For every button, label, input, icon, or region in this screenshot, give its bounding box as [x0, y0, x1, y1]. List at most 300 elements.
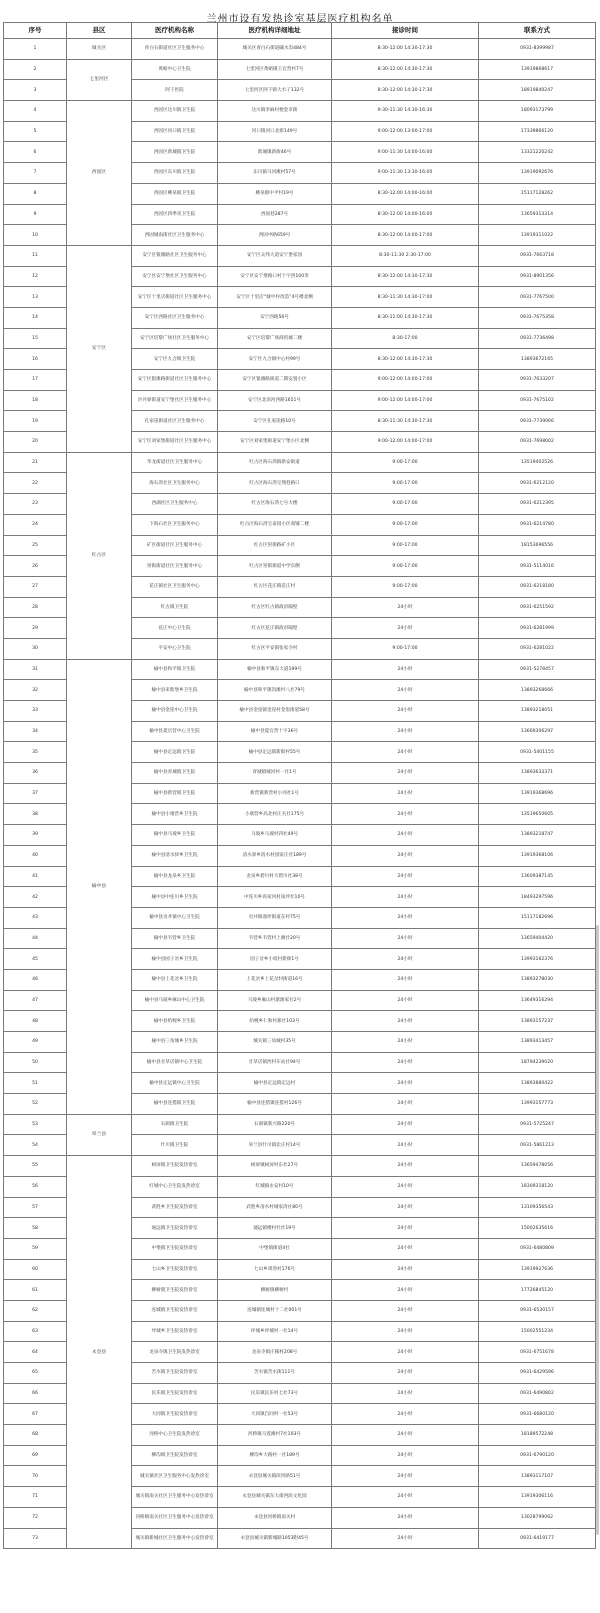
institution-address: 安宁区众邦大道安宁堡家园: [218, 245, 332, 266]
institution-address: 安宁区安宁堡路口村十字西100米: [218, 266, 332, 287]
row-index: 45: [4, 949, 67, 970]
institution-address: 西固巷287号: [218, 204, 332, 225]
contact-phone: 0931-6218180: [479, 576, 596, 597]
row-index: 47: [4, 990, 67, 1011]
institution-address: 榆中县和平镇东大道199号: [218, 659, 332, 680]
institution-address: 榆中县连搭镇连搭村126号: [218, 1094, 332, 1115]
contact-phone: 0931-7739066: [479, 411, 596, 432]
institution-address: 马坡乡马坡村四社49号: [218, 825, 332, 846]
table-row: [4, 1156, 596, 1177]
institution-name: 西湖社区卫生服务中心: [132, 494, 218, 515]
institution-address: 安宁区十里店“城中村改造”4号楼北侧: [218, 287, 332, 308]
institution-name: 青白石街道社区卫生服务中心: [132, 39, 218, 60]
row-index: 3: [4, 80, 67, 101]
institution-name: 榆中县马坡乡卫生院: [132, 825, 218, 846]
contact-phone: 13028799062: [479, 1507, 596, 1528]
institution-address: 西固中路659号: [218, 225, 332, 246]
row-index: 71: [4, 1487, 67, 1508]
reception-hours: 24小时: [332, 1466, 479, 1487]
row-index: 21: [4, 452, 67, 473]
institution-name: 榆中县新营镇卫生院: [132, 783, 218, 804]
institution-name: 榆中县马坡乡麻山中心卫生院: [132, 990, 218, 1011]
contact-phone: 15002551234: [479, 1321, 596, 1342]
reception-hours: 8:30-12:00 14:30-17:30: [332, 266, 479, 287]
institution-name: 榆中县龙泉乡卫生院: [132, 866, 218, 887]
institution-name: 西固区河口镇卫生院: [132, 121, 218, 142]
institution-address: 龙泉寺镇庄稼村208号: [218, 1342, 332, 1363]
reception-hours: 24小时: [332, 1507, 479, 1528]
district-cell: 安宁区: [67, 245, 132, 452]
scrollbar[interactable]: [596, 925, 599, 1535]
institution-name: 河桥镇南关社区卫生服务中心发热诊室: [132, 1507, 218, 1528]
institution-address: 新城镇新街46号: [218, 142, 332, 163]
table-row: [4, 1114, 596, 1135]
contact-phone: 15002635616: [479, 1218, 596, 1239]
row-index: 17: [4, 370, 67, 391]
institution-table: [3, 22, 596, 1549]
reception-hours: 24小时: [332, 1114, 479, 1135]
contact-phone: 17726845120: [479, 1280, 596, 1301]
header-contact: 联系方式: [479, 23, 596, 39]
row-index: 54: [4, 1135, 67, 1156]
institution-address: 清水驿乡清水村园家庄社189号: [218, 845, 332, 866]
contact-phone: 0931-6212120: [479, 473, 596, 494]
contact-phone: 15117182696: [479, 907, 596, 928]
institution-address: 红古区平安镇张家寺村: [218, 638, 332, 659]
row-index: 18: [4, 390, 67, 411]
institution-address: 新营镇新营村小河社1号: [218, 783, 332, 804]
reception-hours: 24小时: [332, 1032, 479, 1053]
institution-name: 榆中县和平镇卫生院: [132, 659, 218, 680]
contact-phone: 0931-7663718: [479, 245, 596, 266]
row-index: 16: [4, 349, 67, 370]
row-index: 53: [4, 1114, 67, 1135]
row-index: 44: [4, 928, 67, 949]
institution-name: 黄峪中心卫生院: [132, 59, 218, 80]
row-index: 13: [4, 287, 67, 308]
reception-hours: 8:30-11:30 14:30-17:00: [332, 287, 479, 308]
institution-address: 甘草店镇西村车站社94号: [218, 1052, 332, 1073]
institution-address: 连城镇连城村十二社001号: [218, 1300, 332, 1321]
district-cell: 红古区: [67, 452, 132, 659]
institution-name: 榆中县定远镇卫生院: [132, 742, 218, 763]
reception-hours: 9:00-11:30 14:00-16:00: [332, 142, 479, 163]
contact-phone: 13321220242: [479, 142, 596, 163]
institution-name: 大同镇卫生院发热诊室: [132, 1404, 218, 1425]
institution-address: 上花岔乡上花岔村街道16号: [218, 969, 332, 990]
institution-name: 红古镇卫生院: [132, 597, 218, 618]
contact-phone: 13919368106: [479, 845, 596, 866]
institution-address: 柳树镇柳树村: [218, 1280, 332, 1301]
row-index: 28: [4, 597, 67, 618]
row-index: 62: [4, 1300, 67, 1321]
institution-name: 榆中县青城镇卫生院: [132, 763, 218, 784]
institution-name: 榆中县甘草店镇中心卫生院: [132, 1052, 218, 1073]
table-row: [4, 452, 596, 473]
reception-hours: 9:00-17:00: [332, 494, 479, 515]
contact-phone: 0931-7698002: [479, 432, 596, 453]
institution-name: 河桥中心卫生院发热诊室: [132, 1425, 218, 1446]
contact-phone: 0931-8399987: [479, 39, 596, 60]
reception-hours: 8:30-12:00 14:00-16:00: [332, 204, 479, 225]
row-index: 73: [4, 1528, 67, 1549]
row-index: 46: [4, 969, 67, 990]
contact-phone: 18093173799: [479, 101, 596, 122]
institution-address: 红古区海石湾宝泰园小区商铺二楼: [218, 514, 332, 535]
institution-name: 榆中县小康营乡卫生院: [132, 804, 218, 825]
contact-phone: 13893278030: [479, 969, 596, 990]
row-index: 26: [4, 556, 67, 577]
reception-hours: 24小时: [332, 742, 479, 763]
institution-name: 连城镇卫生院发热诊室: [132, 1300, 218, 1321]
row-index: 1: [4, 39, 67, 60]
institution-address: 通远镇楼村社社19号: [218, 1218, 332, 1239]
row-index: 24: [4, 514, 67, 535]
institution-name: 安宁区银滩路社区卫生服务中心: [132, 245, 218, 266]
row-index: 32: [4, 680, 67, 701]
row-index: 10: [4, 225, 67, 246]
reception-hours: 24小时: [332, 680, 479, 701]
contact-phone: 13659404420: [479, 928, 596, 949]
contact-phone: 13893413457: [479, 1032, 596, 1053]
institution-name: 榆中县中连川乡卫生院: [132, 887, 218, 908]
institution-name: 龙泉寺镇卫生院发热诊室: [132, 1342, 218, 1363]
institution-address: 民乐镇民乐村七社73号: [218, 1383, 332, 1404]
institution-address: 中堡镇街道4社: [218, 1238, 332, 1259]
row-index: 61: [4, 1280, 67, 1301]
contact-phone: 0931-6751678: [479, 1342, 596, 1363]
institution-name: 榆中县贡井镇中心卫生院: [132, 907, 218, 928]
contact-phone: 18309318120: [479, 1176, 596, 1197]
contact-phone: 0931-7675102: [479, 390, 596, 411]
contact-phone: 18153696556: [479, 535, 596, 556]
contact-phone: 13519650605: [479, 804, 596, 825]
institution-address: 坪城乡坪城村一社14号: [218, 1321, 332, 1342]
row-index: 12: [4, 266, 67, 287]
row-index: 69: [4, 1445, 67, 1466]
reception-hours: 24小时: [332, 804, 479, 825]
row-index: 37: [4, 783, 67, 804]
contact-phone: 13893117107: [479, 1466, 596, 1487]
row-index: 31: [4, 659, 67, 680]
contact-phone: 0931-7767500: [479, 287, 596, 308]
institution-address: 榆中县夏官营十字36号: [218, 721, 332, 742]
table-body: [4, 39, 596, 1549]
institution-address: 河口镇河口北街149号: [218, 121, 332, 142]
reception-hours: 24小时: [332, 1300, 479, 1321]
row-index: 35: [4, 742, 67, 763]
institution-name: 城关镇南关社区卫生服务中心发热诊室: [132, 1487, 218, 1508]
institution-name: 安宁区安宁堡社区卫生服务中心: [132, 266, 218, 287]
row-index: 41: [4, 866, 67, 887]
institution-name: 树屏镇卫生院发热诊室: [132, 1156, 218, 1177]
institution-address: 榆中县和平镇沟滩村八社79号: [218, 680, 332, 701]
contact-phone: 13893268666: [479, 680, 596, 701]
reception-hours: 9:00-17:00: [332, 576, 479, 597]
contact-phone: 0931-6419177: [479, 1528, 596, 1549]
row-index: 48: [4, 1011, 67, 1032]
institution-name: 中堡镇卫生院发热诊室: [132, 1238, 218, 1259]
institution-address: 中连川乡高家河村南坪社10号: [218, 887, 332, 908]
institution-name: 民乐镇卫生院发热诊室: [132, 1383, 218, 1404]
institution-name: 城关镇新城社区卫生服务中心发热诊室: [132, 1528, 218, 1549]
institution-name: 安宁区银滩路街道社区卫生服务中心: [132, 370, 218, 391]
contact-phone: 0931-5725247: [479, 1114, 596, 1135]
institution-address: 河桥镇马莲滩村7社103号: [218, 1425, 332, 1446]
reception-hours: 24小时: [332, 1259, 479, 1280]
contact-phone: 0931-6480809: [479, 1238, 596, 1259]
reception-hours: 24小时: [332, 1321, 479, 1342]
reception-hours: 9:00-17:00: [332, 535, 479, 556]
row-index: 65: [4, 1363, 67, 1384]
contact-phone: 13919927636: [479, 1259, 596, 1280]
institution-name: 榆中县来紫堡乡卫生院: [132, 680, 218, 701]
contact-phone: 0931-6429596: [479, 1363, 596, 1384]
contact-phone: 18493297596: [479, 887, 596, 908]
institution-address: 东川镇马河滩村57号: [218, 163, 332, 184]
contact-phone: 13919092676: [479, 163, 596, 184]
institution-address: 武胜乡清水村城家湾社80号: [218, 1197, 332, 1218]
contact-phone: 0931-6530157: [479, 1300, 596, 1321]
table-row: [4, 659, 596, 680]
institution-address: 韦营乡韦营村上滩社20号: [218, 928, 332, 949]
reception-hours: 24小时: [332, 721, 479, 742]
row-index: 51: [4, 1073, 67, 1094]
institution-name: 平安中心卫生院: [132, 638, 218, 659]
reception-hours: 24小时: [332, 1238, 479, 1259]
institution-name: 西固城南街社区卫生服务中心: [132, 225, 218, 246]
contact-phone: 13893880422: [479, 1073, 596, 1094]
reception-hours: 24小时: [332, 1404, 479, 1425]
contact-phone: 13649316294: [479, 990, 596, 1011]
contact-phone: 13893672165: [479, 349, 596, 370]
institution-address: 大同镇自同村一社53号: [218, 1404, 332, 1425]
institution-address: 青城镇城河村一社1号: [218, 763, 332, 784]
institution-name: 榆中县上花岔乡卫生院: [132, 969, 218, 990]
header-district: 县区: [67, 23, 132, 39]
row-index: 29: [4, 618, 67, 639]
header-index: 序号: [4, 23, 67, 39]
reception-hours: 8:30-12:00 14:00-17:00: [332, 225, 479, 246]
reception-hours: 24小时: [332, 1528, 479, 1549]
contact-phone: 0931-7675358: [479, 307, 596, 328]
row-index: 67: [4, 1404, 67, 1425]
institution-address: 七里河区黄峪镇王官营村7号: [218, 59, 332, 80]
reception-hours: 24小时: [332, 1363, 479, 1384]
institution-address: 安宁区九合镇中心村99号: [218, 349, 332, 370]
contact-phone: 13919311022: [479, 225, 596, 246]
institution-address: 达川镇李麻村便金市街: [218, 101, 332, 122]
row-index: 34: [4, 721, 67, 742]
institution-name: 安宁区十里店街道社区卫生服务中心: [132, 287, 218, 308]
row-index: 22: [4, 473, 67, 494]
reception-hours: 24小时: [332, 1156, 479, 1177]
row-index: 59: [4, 1238, 67, 1259]
institution-name: 下海石社区卫生服务中心: [132, 514, 218, 535]
institution-name: 榆中县三角城乡卫生院: [132, 1032, 218, 1053]
row-index: 2: [4, 59, 67, 80]
institution-address: 红古区红古镇政府隔壁: [218, 597, 332, 618]
reception-hours: 24小时: [332, 1094, 479, 1115]
institution-name: 矿区街道社区卫生服务中心: [132, 535, 218, 556]
page-title: 兰州市设有发热诊室基层医疗机构名单: [206, 14, 394, 25]
reception-hours: 24小时: [332, 1425, 479, 1446]
reception-hours: 24小时: [332, 1176, 479, 1197]
institution-address: 红古区花庄镇花庄村: [218, 576, 332, 597]
institution-name: 什川镇卫生院: [132, 1135, 218, 1156]
institution-address: 苦水镇苦水街111号: [218, 1363, 332, 1384]
contact-phone: 13669306297: [479, 721, 596, 742]
institution-address: 榆中县定远镇定远村: [218, 1073, 332, 1094]
reception-hours: 8:30-12:00 14:00-16:00: [332, 183, 479, 204]
reception-hours: 24小时: [332, 1073, 479, 1094]
reception-hours: 9:00-12:00 14:00-17:00: [332, 370, 479, 391]
contact-phone: 13109356543: [479, 1197, 596, 1218]
institution-address: 永登县城关镇东大街西段文化园: [218, 1487, 332, 1508]
reception-hours: 8:30-11:30 14:30-17:30: [332, 411, 479, 432]
institution-address: 红古区海石湾镇新安街道: [218, 452, 332, 473]
row-index: 52: [4, 1094, 67, 1115]
reception-hours: 9:00-11:30 13:30-16:00: [332, 163, 479, 184]
contact-phone: 13993157773: [479, 1094, 596, 1115]
institution-address: 园子岔乡小坂村新街1号: [218, 949, 332, 970]
reception-hours: 24小时: [332, 701, 479, 722]
row-index: 8: [4, 183, 67, 204]
institution-address: 安宁区刘家堡街道安宁堡小区北侧: [218, 432, 332, 453]
institution-name: 西固区东川镇卫生院: [132, 163, 218, 184]
row-index: 23: [4, 494, 67, 515]
institution-name: 安宁区刘家堡街道社区卫生服务中心: [132, 432, 218, 453]
district-cell: 西固区: [67, 101, 132, 246]
header-hours: 接诊时间: [332, 23, 479, 39]
contact-phone: 0931-6212395: [479, 494, 596, 515]
reception-hours: 8:30-11:30 2:30-17:00: [332, 245, 479, 266]
contact-phone: 0931-6251592: [479, 597, 596, 618]
institution-name: 城关镇社区卫生服务中心发热诊室: [132, 1466, 218, 1487]
institution-name: 榆中县金崖中心卫生院: [132, 701, 218, 722]
institution-name: 窑街街道社区卫生服务中心: [132, 556, 218, 577]
institution-name: 西固区达川镇卫生院: [132, 101, 218, 122]
institution-address: 城关区青白石街道碱水沟484号: [218, 39, 332, 60]
district-cell: 皋兰县: [67, 1114, 132, 1155]
row-index: 56: [4, 1176, 67, 1197]
institution-name: 榆中县韦营乡卫生院: [132, 928, 218, 949]
contact-phone: 0931-7736498: [479, 328, 596, 349]
institution-name: 红城中心卫生院发热诊室: [132, 1176, 218, 1197]
reception-hours: 24小时: [332, 969, 479, 990]
institution-address: 龙泉乡碧川村大碧川社38号: [218, 866, 332, 887]
row-index: 42: [4, 887, 67, 908]
contact-phone: 13893157237: [479, 1011, 596, 1032]
institution-address: 城关镇三角城村35号: [218, 1032, 332, 1053]
reception-hours: 8:30-12:00 14:30-17:30: [332, 349, 479, 370]
institution-address: 马坡乡麻山村寨源家社2号: [218, 990, 332, 1011]
row-index: 68: [4, 1425, 67, 1446]
institution-name: 孔家崖街道社区卫生服务中心: [132, 411, 218, 432]
reception-hours: 24小时: [332, 1280, 479, 1301]
row-index: 20: [4, 432, 67, 453]
contact-phone: 0931-6790120: [479, 1445, 596, 1466]
institution-name: 石洞镇卫生院: [132, 1114, 218, 1135]
row-index: 72: [4, 1507, 67, 1528]
contact-phone: 13609387145: [479, 866, 596, 887]
institution-address: 石洞镇新兴路220号: [218, 1114, 332, 1135]
header-institution-name: 医疗机构名称: [132, 23, 218, 39]
institution-name: 安宁区西路社区卫生服务中心: [132, 307, 218, 328]
row-index: 30: [4, 638, 67, 659]
institution-address: 七里河区阿干镇大水子132号: [218, 80, 332, 101]
reception-hours: 9:00-12:00 13:00-17:00: [332, 121, 479, 142]
institution-name: 海石湾社区卫生服务中心: [132, 473, 218, 494]
row-index: 55: [4, 1156, 67, 1177]
row-index: 7: [4, 163, 67, 184]
contact-phone: 0931-6214780: [479, 514, 596, 535]
reception-hours: 24小时: [332, 949, 479, 970]
row-index: 58: [4, 1218, 67, 1239]
institution-address: 皋兰县什川镇北庄村14号: [218, 1135, 332, 1156]
institution-name: 柳树镇卫生院发热诊室: [132, 1280, 218, 1301]
institution-address: 红古区窑街街道中学东侧: [218, 556, 332, 577]
institution-address: 安宁区银滩路街道二期安置小区: [218, 370, 332, 391]
contact-phone: 13893218747: [479, 825, 596, 846]
institution-address: 安宁区孔家崖路10号: [218, 411, 332, 432]
contact-phone: 0931-5278457: [479, 659, 596, 680]
contact-phone: 0931-6680120: [479, 1404, 596, 1425]
row-index: 66: [4, 1383, 67, 1404]
reception-hours: 8:30-12:00 14:30-17:30: [332, 59, 479, 80]
institution-address: 柳沟乡大路村一社189号: [218, 1445, 332, 1466]
table-row: [4, 245, 596, 266]
institution-name: 榆中县哈岘乡卫生院: [132, 1011, 218, 1032]
institution-address: 安宁区培黎广场商贸城二楼: [218, 328, 332, 349]
row-index: 27: [4, 576, 67, 597]
contact-phone: 13993162376: [479, 949, 596, 970]
row-index: 40: [4, 845, 67, 866]
institution-name: 榆中县定远镇中心卫生院: [132, 1073, 218, 1094]
institution-name: 榆中县夏官营中心卫生院: [132, 721, 218, 742]
institution-name: 安宁区培黎广场社区卫生服务中心: [132, 328, 218, 349]
institution-address: 永登县河桥镇南关村: [218, 1507, 332, 1528]
institution-name: 西固区柳泉镇卫生院: [132, 183, 218, 204]
reception-hours: 24小时: [332, 597, 479, 618]
row-index: 70: [4, 1466, 67, 1487]
institution-address: 红古区海石湾宝翔巷路口: [218, 473, 332, 494]
institution-name: 西固区四季青卫生院: [132, 204, 218, 225]
institution-address: 榆中县定远镇新街村55号: [218, 742, 332, 763]
institution-name: 华龙街道社区卫生服务中心: [132, 452, 218, 473]
district-cell: 榆中县: [67, 659, 132, 1114]
reception-hours: 8:30-17:00: [332, 328, 479, 349]
contact-phone: 0931-5401155: [479, 742, 596, 763]
institution-name: 榆中县园子岔乡卫生院: [132, 949, 218, 970]
row-index: 15: [4, 328, 67, 349]
institution-name: 西固区新城镇卫生院: [132, 142, 218, 163]
contact-phone: 13659478056: [479, 1156, 596, 1177]
reception-hours: 24小时: [332, 1197, 479, 1218]
reception-hours: 24小时: [332, 866, 479, 887]
reception-hours: 24小时: [332, 1383, 479, 1404]
contact-phone: 18189572248: [479, 1425, 596, 1446]
institution-address: 贡井镇漫坪街道东村75号: [218, 907, 332, 928]
contact-phone: 13519402526: [479, 452, 596, 473]
reception-hours: 24小时: [332, 1011, 479, 1032]
contact-phone: 13919368696: [479, 783, 596, 804]
institution-name: 七山乡卫生院发热诊室: [132, 1259, 218, 1280]
row-index: 25: [4, 535, 67, 556]
reception-hours: 9:00-12:00 14:00-17:00: [332, 432, 479, 453]
institution-name: 榆中县连搭镇卫生院: [132, 1094, 218, 1115]
reception-hours: 24小时: [332, 659, 479, 680]
